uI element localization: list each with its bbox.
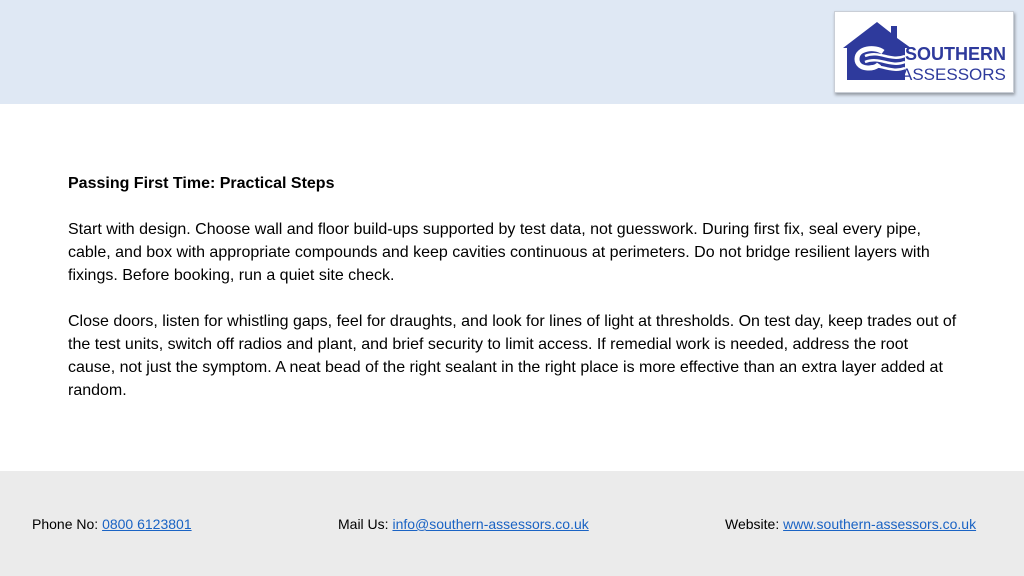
paragraph-1: Start with design. Choose wall and floor build-ups supported by test data, not guesswork. During first fix, seal every pipe, cable, and box with appropriate compounds and keep cavities continuous at perimeters. Do not bridge resilient layers with fixings. Before booking, run a quiet site check. [68,221,930,284]
website-link[interactable]: www.southern-assessors.co.uk [783,516,977,532]
house-logo-icon [835,12,1013,92]
section-heading: Passing First Time: Practical Steps [68,175,335,192]
company-logo [834,11,1014,93]
footer-phone [32,516,192,532]
website-label: Website: [725,516,780,532]
mail-label: Mail Us: [338,516,389,532]
mail-link[interactable]: info@southern-assessors.co.uk [392,516,589,532]
main-content [68,172,958,425]
phone-link[interactable]: 0800 6123801 [102,516,192,532]
footer-website [725,516,976,532]
logo-line1: SOUTHERN [905,44,1007,64]
phone-label: Phone No: [32,516,99,532]
footer-mail [338,516,589,532]
logo-line2: ASSESSORS [901,65,1006,84]
paragraph-2: Close doors, listen for whistling gaps, feel for draughts, and look for lines of light at thresholds. On test day, keep trades out of the test units, switch off radios and plant, and brief security to limit access. If remedial work is needed, address the root cause, not just the symptom. A neat bead of the right sealant in the right place is more effective than an extra layer added at random. [68,313,957,399]
